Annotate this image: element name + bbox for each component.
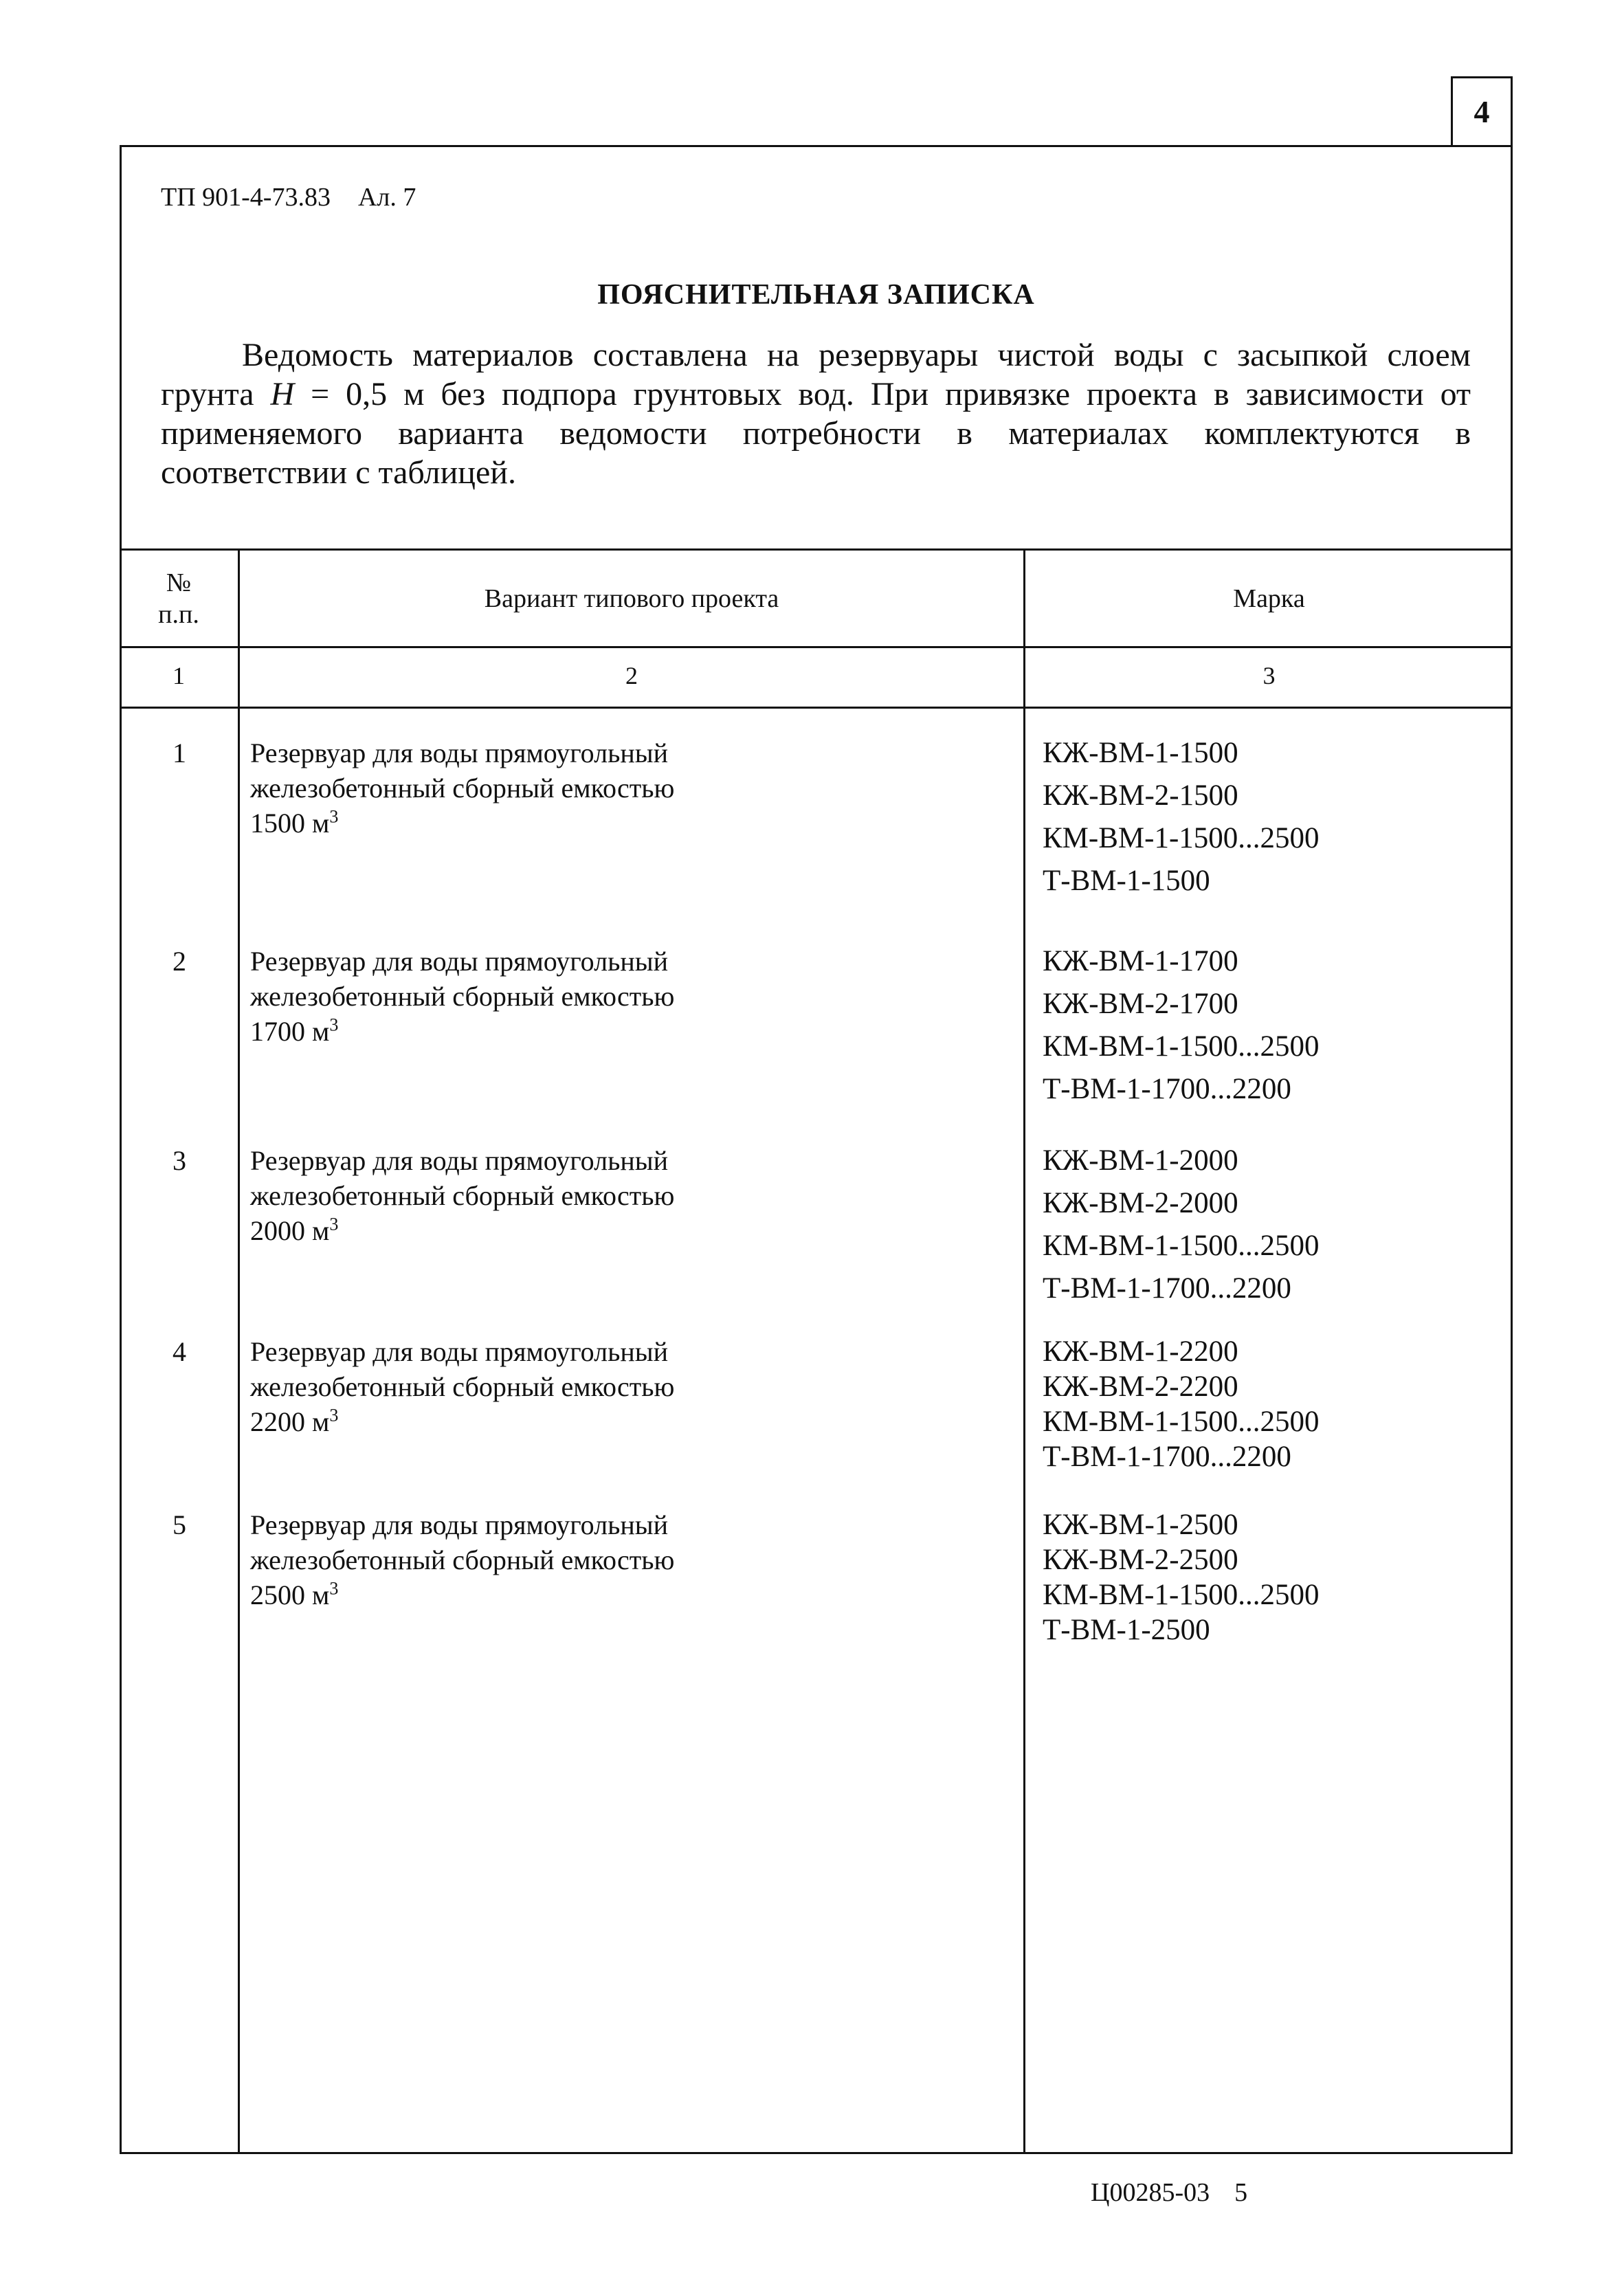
desc-volume (250, 1213, 674, 1248)
mark-item: КМ-ВМ-1-1500...2500 (1043, 822, 1320, 854)
row-number: 2 (173, 946, 186, 977)
desc-volume (250, 806, 674, 841)
row-marks (1043, 1334, 1320, 1474)
mark-item: КЖ-ВМ-1-1500 (1043, 737, 1238, 769)
page-number: 4 (1451, 76, 1513, 145)
mark-item: КЖ-ВМ-1-2200 (1043, 1335, 1238, 1368)
doc-code: ТП 901-4-73.83 (161, 183, 331, 212)
desc-line-1: Резервуар для воды прямоугольный (250, 1336, 669, 1367)
volume-value: 2200 м (250, 1406, 330, 1437)
volume-superscript: 3 (329, 1405, 339, 1426)
volume-superscript: 3 (329, 1578, 339, 1599)
mark-item: КЖ-ВМ-2-2000 (1043, 1187, 1238, 1219)
desc-line-1: Резервуар для воды прямоугольный (250, 1145, 669, 1176)
footer-code (1091, 2177, 1247, 2208)
mark-item: КЖ-ВМ-1-2500 (1043, 1509, 1238, 1541)
volume-superscript: 3 (329, 1014, 339, 1035)
page-title: ПОЯСНИТЕЛЬНАЯ ЗАПИСКА (597, 279, 1035, 311)
mark-item: КЖ-ВМ-2-1500 (1043, 779, 1238, 812)
table-colnum-divider (120, 707, 1513, 709)
row-description (250, 735, 674, 841)
row-description (250, 1507, 674, 1612)
header-number-line-1: № (166, 568, 192, 597)
row-marks (1043, 1507, 1320, 1648)
volume-value: 2000 м (250, 1215, 330, 1246)
row-number: 5 (173, 1509, 186, 1540)
volume-superscript: 3 (329, 1214, 339, 1234)
explanatory-paragraph (161, 335, 1471, 492)
paragraph-part-1: Ведомость материалов составлена на резервуары чистой воды с засыпкой слоем грунта (161, 337, 1471, 412)
mark-item: КМ-ВМ-1-1500...2500 (1043, 1030, 1320, 1063)
footer-doc-code: Ц00285-03 (1091, 2178, 1210, 2207)
mark-item: КЖ-ВМ-2-2500 (1043, 1544, 1238, 1576)
header-variant: Вариант типового проекта (484, 584, 779, 613)
row-number: 4 (173, 1336, 186, 1367)
desc-line-2: железобетонный сборный емкостью (250, 981, 675, 1012)
desc-line-2: железобетонный сборный емкостью (250, 1180, 675, 1211)
volume-value: 1500 м (250, 808, 330, 839)
column-number-3: 3 (1263, 662, 1276, 689)
mark-item: Т-ВМ-1-1700...2200 (1043, 1272, 1291, 1305)
mark-item: Т-ВМ-1-1700...2200 (1043, 1073, 1291, 1105)
desc-volume (250, 1014, 674, 1049)
mark-item: Т-ВМ-1-1500 (1043, 865, 1210, 897)
mark-item: КМ-ВМ-1-1500...2500 (1043, 1579, 1320, 1611)
volume-superscript: 3 (329, 806, 339, 827)
header-number (120, 551, 238, 646)
desc-line-2: железобетонный сборный емкостью (250, 1371, 675, 1402)
mark-item: КМ-ВМ-1-1500...2500 (1043, 1230, 1320, 1262)
desc-line-2: железобетонный сборный емкостью (250, 1544, 675, 1575)
mark-item: КЖ-ВМ-1-2000 (1043, 1144, 1238, 1177)
mark-item: КЖ-ВМ-2-1700 (1043, 988, 1238, 1020)
paragraph-variable-h: H (270, 376, 295, 412)
column-number-1: 1 (173, 662, 185, 689)
mark-item: КЖ-ВМ-2-2200 (1043, 1371, 1238, 1403)
row-marks (1043, 1140, 1320, 1310)
volume-value: 2500 м (250, 1579, 330, 1610)
desc-line-2: железобетонный сборный емкостью (250, 773, 675, 803)
row-number: 3 (173, 1145, 186, 1176)
row-description (250, 1143, 674, 1248)
column-number-2: 2 (625, 662, 638, 689)
table-header-divider (120, 646, 1513, 648)
row-marks (1043, 940, 1320, 1111)
mark-item: КМ-ВМ-1-1500...2500 (1043, 1406, 1320, 1438)
row-description (250, 1334, 674, 1439)
header-mark: Марка (1233, 584, 1305, 613)
desc-line-1: Резервуар для воды прямоугольный (250, 946, 669, 977)
mark-item: Т-ВМ-1-2500 (1043, 1614, 1210, 1646)
row-description (250, 944, 674, 1049)
row-marks (1043, 732, 1320, 902)
row-number: 1 (173, 738, 186, 768)
desc-line-1: Резервуар для воды прямоугольный (250, 738, 669, 768)
paragraph-part-2: = 0,5 м без подпора грунтовых вод. При привязке проекта в зависимости от применяемого варианта ведомости потребности в материалах комплектуются в соответствии с таблицей. (161, 376, 1471, 491)
mark-item: КЖ-ВМ-1-1700 (1043, 945, 1238, 977)
desc-volume (250, 1404, 674, 1439)
document-code (161, 182, 416, 212)
header-number-line-2: п.п. (158, 599, 199, 629)
volume-value: 1700 м (250, 1016, 330, 1047)
desc-line-1: Резервуар для воды прямоугольный (250, 1509, 669, 1540)
desc-volume (250, 1577, 674, 1612)
mark-item: Т-ВМ-1-1700...2200 (1043, 1441, 1291, 1473)
footer-sheet-number: 5 (1234, 2178, 1248, 2207)
table-column-divider-2 (1023, 548, 1025, 2154)
album-label: Ал. 7 (357, 183, 416, 212)
